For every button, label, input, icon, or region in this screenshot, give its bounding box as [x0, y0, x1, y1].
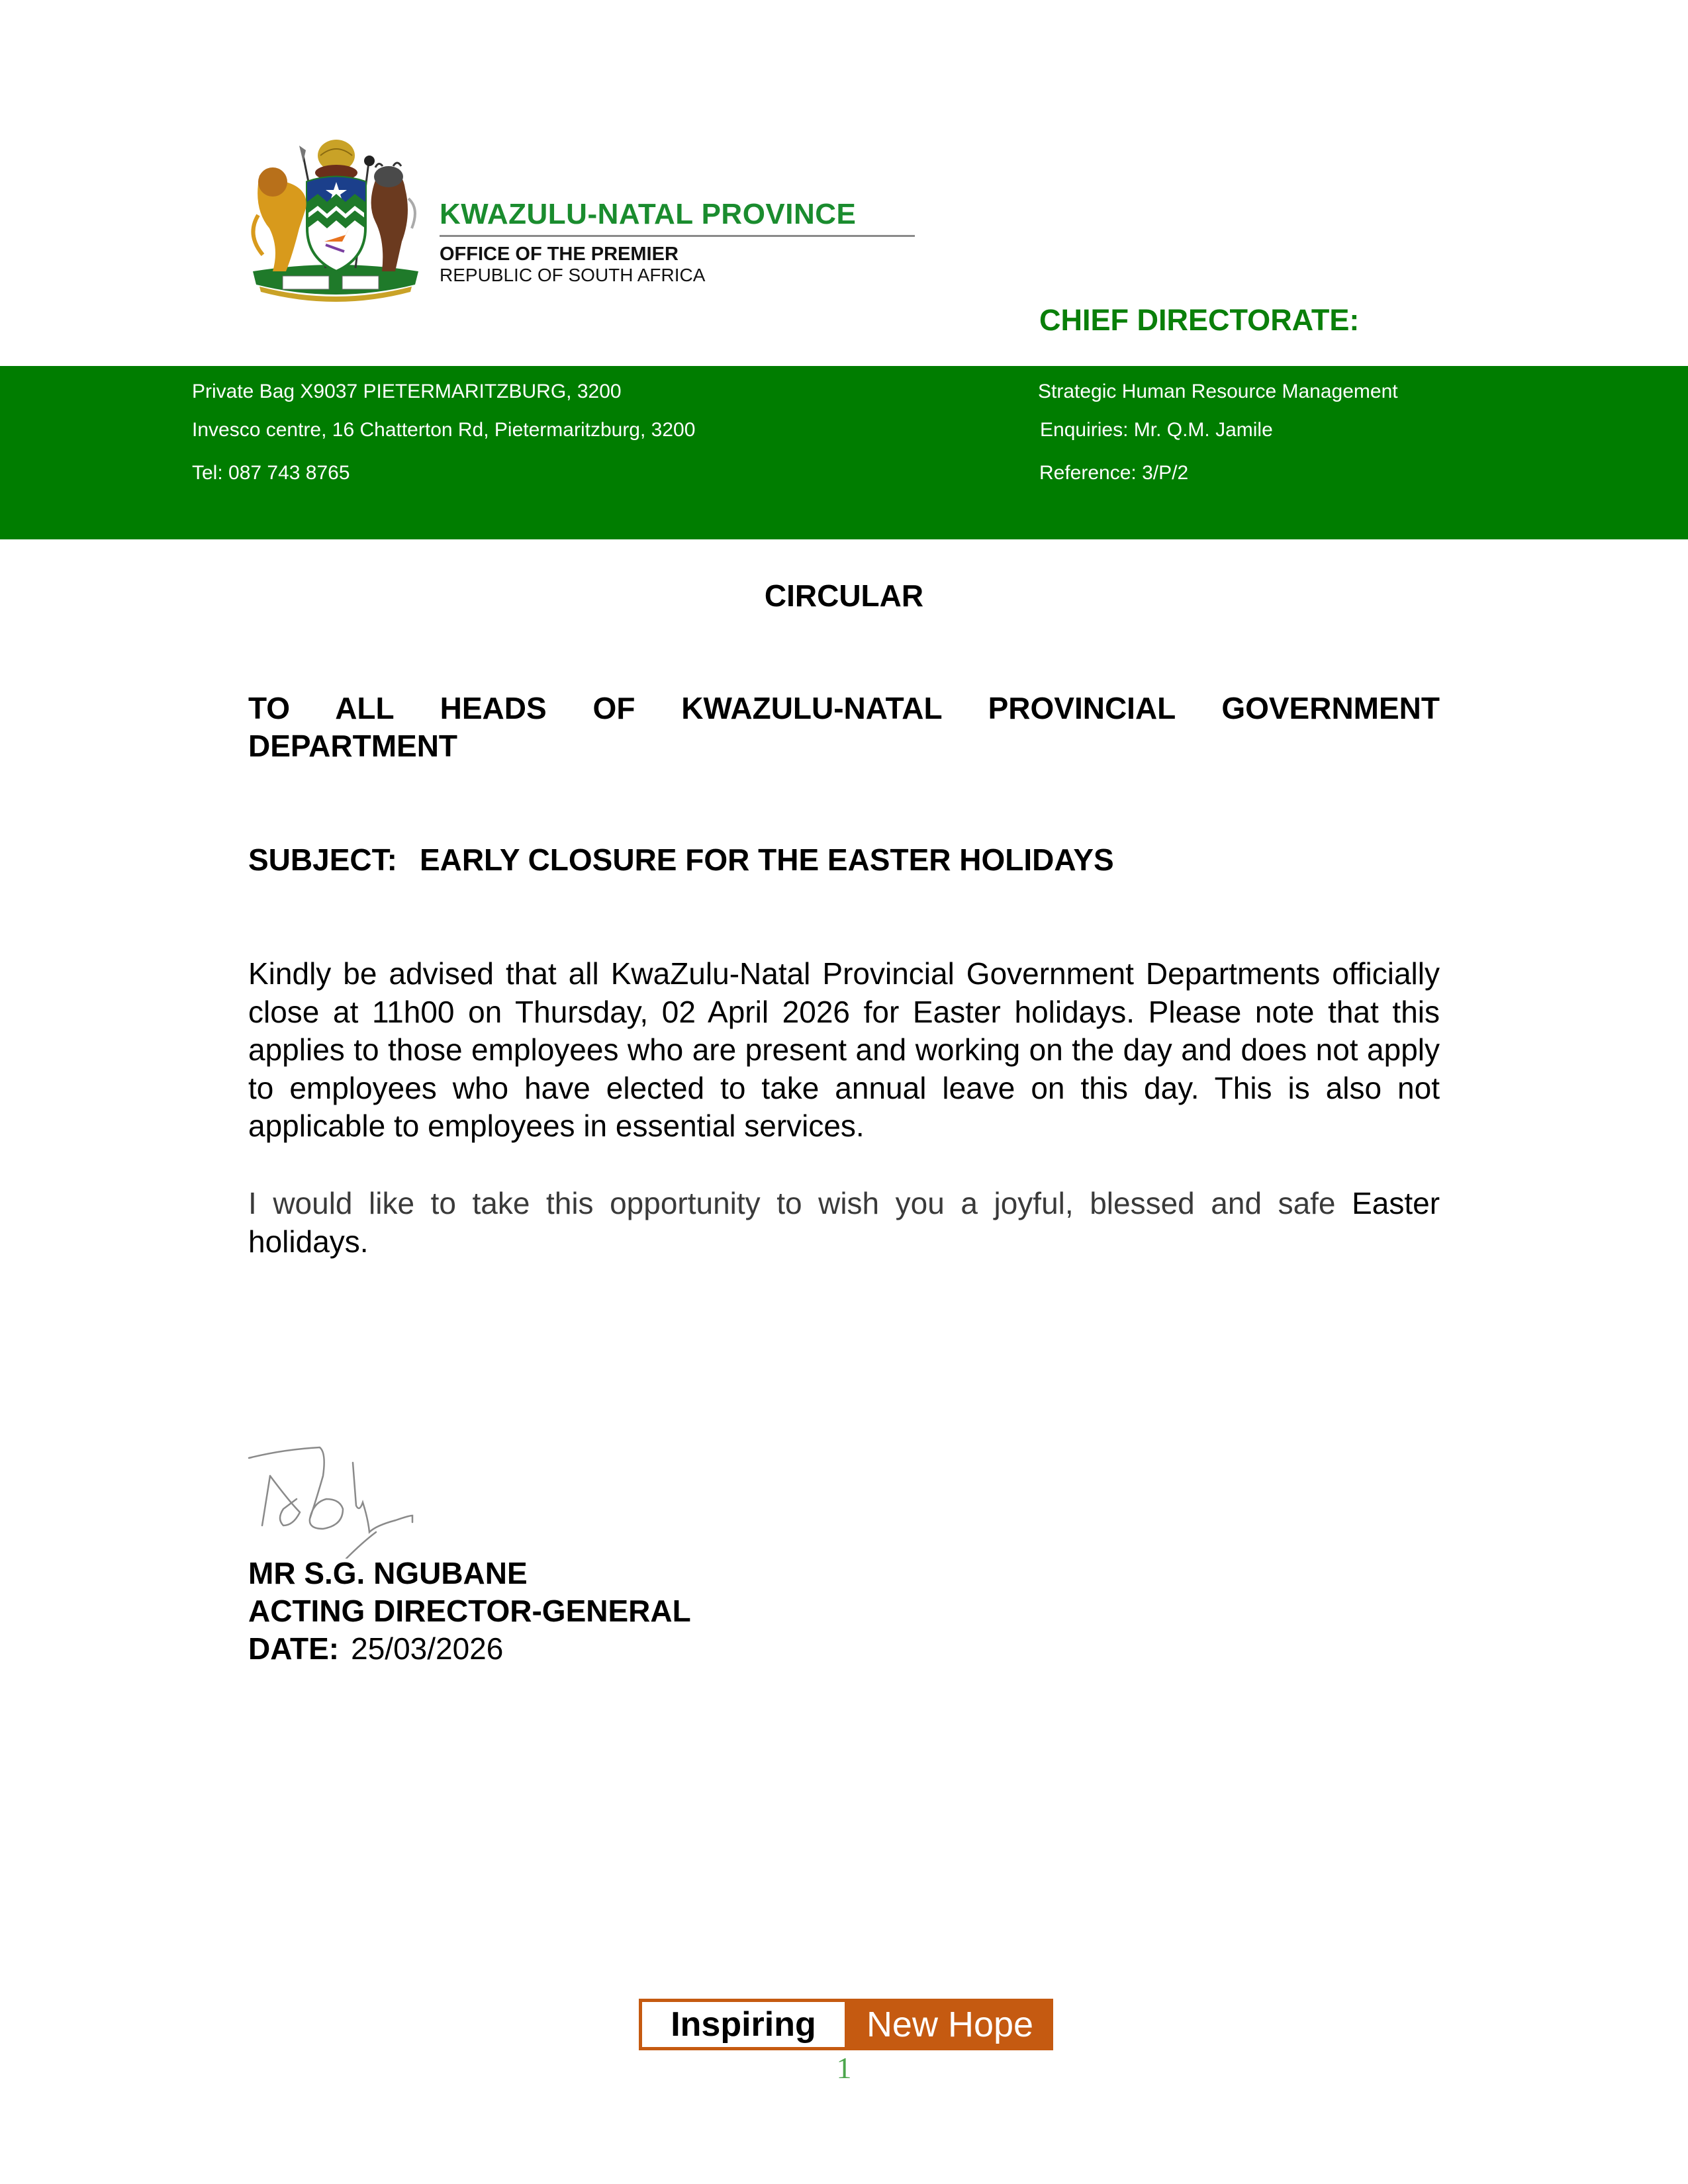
chief-directorate-heading: CHIEF DIRECTORATE:: [1039, 303, 1360, 337]
addressee-line-1: TO ALL HEADS OF KWAZULU-NATAL PROVINCIAL GOVERNMENT: [248, 691, 1440, 725]
logo-divider: [440, 235, 915, 237]
document-type-heading: CIRCULAR: [764, 578, 924, 613]
telephone: Tel: 087 743 8765: [192, 462, 350, 484]
province-title: KWAZULU-NATAL PROVINCE: [440, 198, 857, 230]
addressee: [248, 690, 1440, 765]
country-name: REPUBLIC OF SOUTH AFRICA: [440, 265, 706, 285]
closing-wish-end: Easter holidays.: [248, 1186, 1440, 1259]
slogan-right: New Hope: [866, 2005, 1034, 2044]
body-paragraph-1: Kindly be advised that all KwaZulu-Natal Provincial Government Departments officially close at 11h00 on Thursday, 02 April 2026 for Easter holidays. Please note that this applies to those employees who are present and working on the day and does not apply to employees who have elected to take annual leave on this day. This is also not applicable to employees in essential services.: [248, 956, 1440, 1143]
slogan-left: Inspiring: [642, 2002, 845, 2047]
date-value: 25/03/2026: [351, 1631, 504, 1666]
street-address: Invesco centre, 16 Chatterton Rd, Pietermaritzburg, 3200: [192, 419, 696, 441]
addressee-line-2: DEPARTMENT: [248, 729, 458, 763]
signatory-name: MR S.G. NGUBANE: [248, 1556, 528, 1590]
page-number: 1: [836, 2051, 852, 2085]
directorate-name: Strategic Human Resource Management: [1038, 381, 1398, 402]
subject-line: [248, 842, 1114, 878]
slogan-banner: [639, 1999, 1053, 2050]
signoff-date: [248, 1631, 503, 1666]
signature-icon: [244, 1446, 502, 1559]
coat-of-arms-icon: [246, 136, 425, 304]
letterhead-logo: [246, 136, 921, 304]
date-label: DATE:: [248, 1631, 340, 1666]
subject-label: SUBJECT:: [248, 842, 397, 877]
enquiries-contact: Enquiries: Mr. Q.M. Jamile: [1040, 419, 1273, 441]
body-paragraph-2: [248, 1185, 1440, 1261]
subject-value: EARLY CLOSURE FOR THE EASTER HOLIDAYS: [419, 842, 1114, 877]
office-name: OFFICE OF THE PREMIER: [440, 244, 679, 265]
signatory-title: ACTING DIRECTOR-GENERAL: [248, 1594, 691, 1628]
contact-band: [0, 366, 1688, 539]
reference-number: Reference: 3/P/2: [1039, 462, 1189, 484]
closing-wish: I would like to take this opportunity to wish you a joyful, blessed and safe: [248, 1186, 1336, 1220]
postal-address: Private Bag X9037 PIETERMARITZBURG, 3200: [192, 381, 622, 402]
